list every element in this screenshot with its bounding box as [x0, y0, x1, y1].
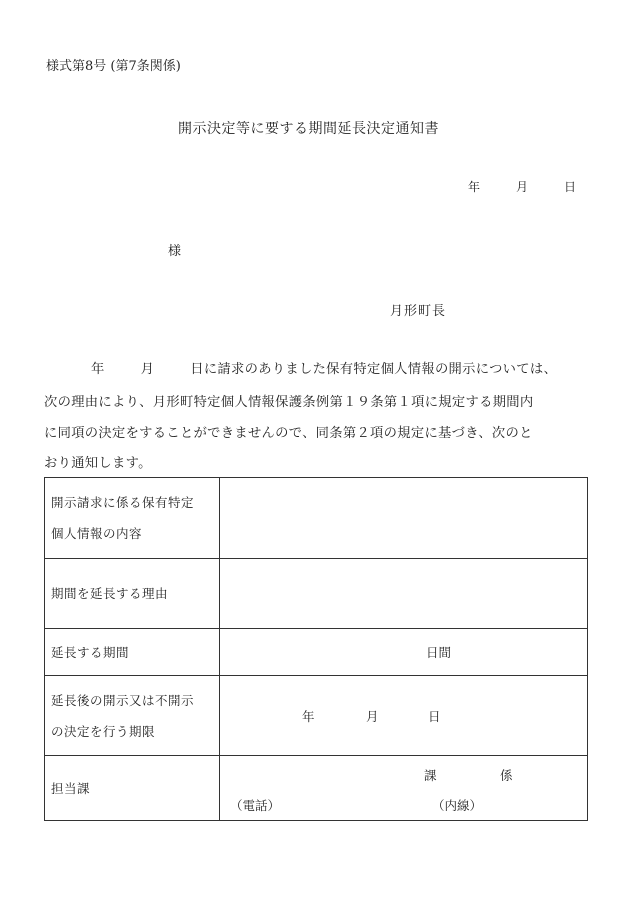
reason-label: 期間を延長する理由 — [45, 559, 220, 629]
deadline-value-cell[interactable] — [220, 676, 588, 756]
deadline-day-label: 日 — [428, 709, 441, 724]
table-row-reason — [45, 559, 588, 629]
department-value-cell[interactable] — [220, 756, 588, 821]
period-days-label: 日間 — [426, 645, 452, 660]
deadline-label: 延長後の開示又は不開示 の決定を行う期限 — [45, 676, 220, 756]
body-line-1 — [44, 358, 589, 377]
issue-date — [468, 178, 576, 195]
table-row-deadline — [45, 676, 588, 756]
deadline-month-label: 月 — [366, 709, 379, 724]
phone-label: （電話） — [230, 798, 281, 813]
reason-value-cell[interactable] — [220, 559, 588, 629]
body-line-4: おり通知します。 — [44, 456, 152, 471]
department-label: 担当課 — [45, 756, 220, 821]
recipient-honorific: 様 — [168, 244, 182, 259]
form-number: 様式第8号 (第7条関係) — [46, 59, 181, 74]
table-row-period — [45, 629, 588, 676]
body-year-label: 年 — [91, 362, 105, 377]
date-month-label: 月 — [516, 180, 529, 194]
table-row-department — [45, 756, 588, 821]
sender-name: 月形町長 — [390, 304, 447, 319]
body-line-2: 次の理由により、月形町特定個人情報保護条例第１９条第１項に規定する期間内 — [44, 395, 534, 410]
body-month-label: 月 — [140, 362, 155, 377]
period-value-cell[interactable] — [220, 629, 588, 676]
notice-details-table — [44, 477, 588, 821]
content-label: 開示請求に係る保有特定 個人情報の内容 — [45, 478, 220, 559]
extension-label: （内線） — [432, 798, 483, 813]
body-line-1-text: 日に請求のありました保有特定個人情報の開示については、 — [190, 362, 558, 377]
date-year-label: 年 — [468, 180, 481, 194]
table-row-content — [45, 478, 588, 559]
department-kakari-label: 係 — [500, 768, 513, 783]
document-title: 開示決定等に要する期間延長決定通知書 — [178, 121, 439, 137]
content-value-cell[interactable] — [220, 478, 588, 559]
body-line-3: に同項の決定をすることができませんので、同条第２項の規定に基づき、次のと — [44, 426, 533, 441]
deadline-year-label: 年 — [302, 709, 315, 724]
period-label: 延長する期間 — [45, 629, 220, 676]
date-day-label: 日 — [564, 180, 577, 194]
department-ka-label: 課 — [424, 768, 437, 783]
